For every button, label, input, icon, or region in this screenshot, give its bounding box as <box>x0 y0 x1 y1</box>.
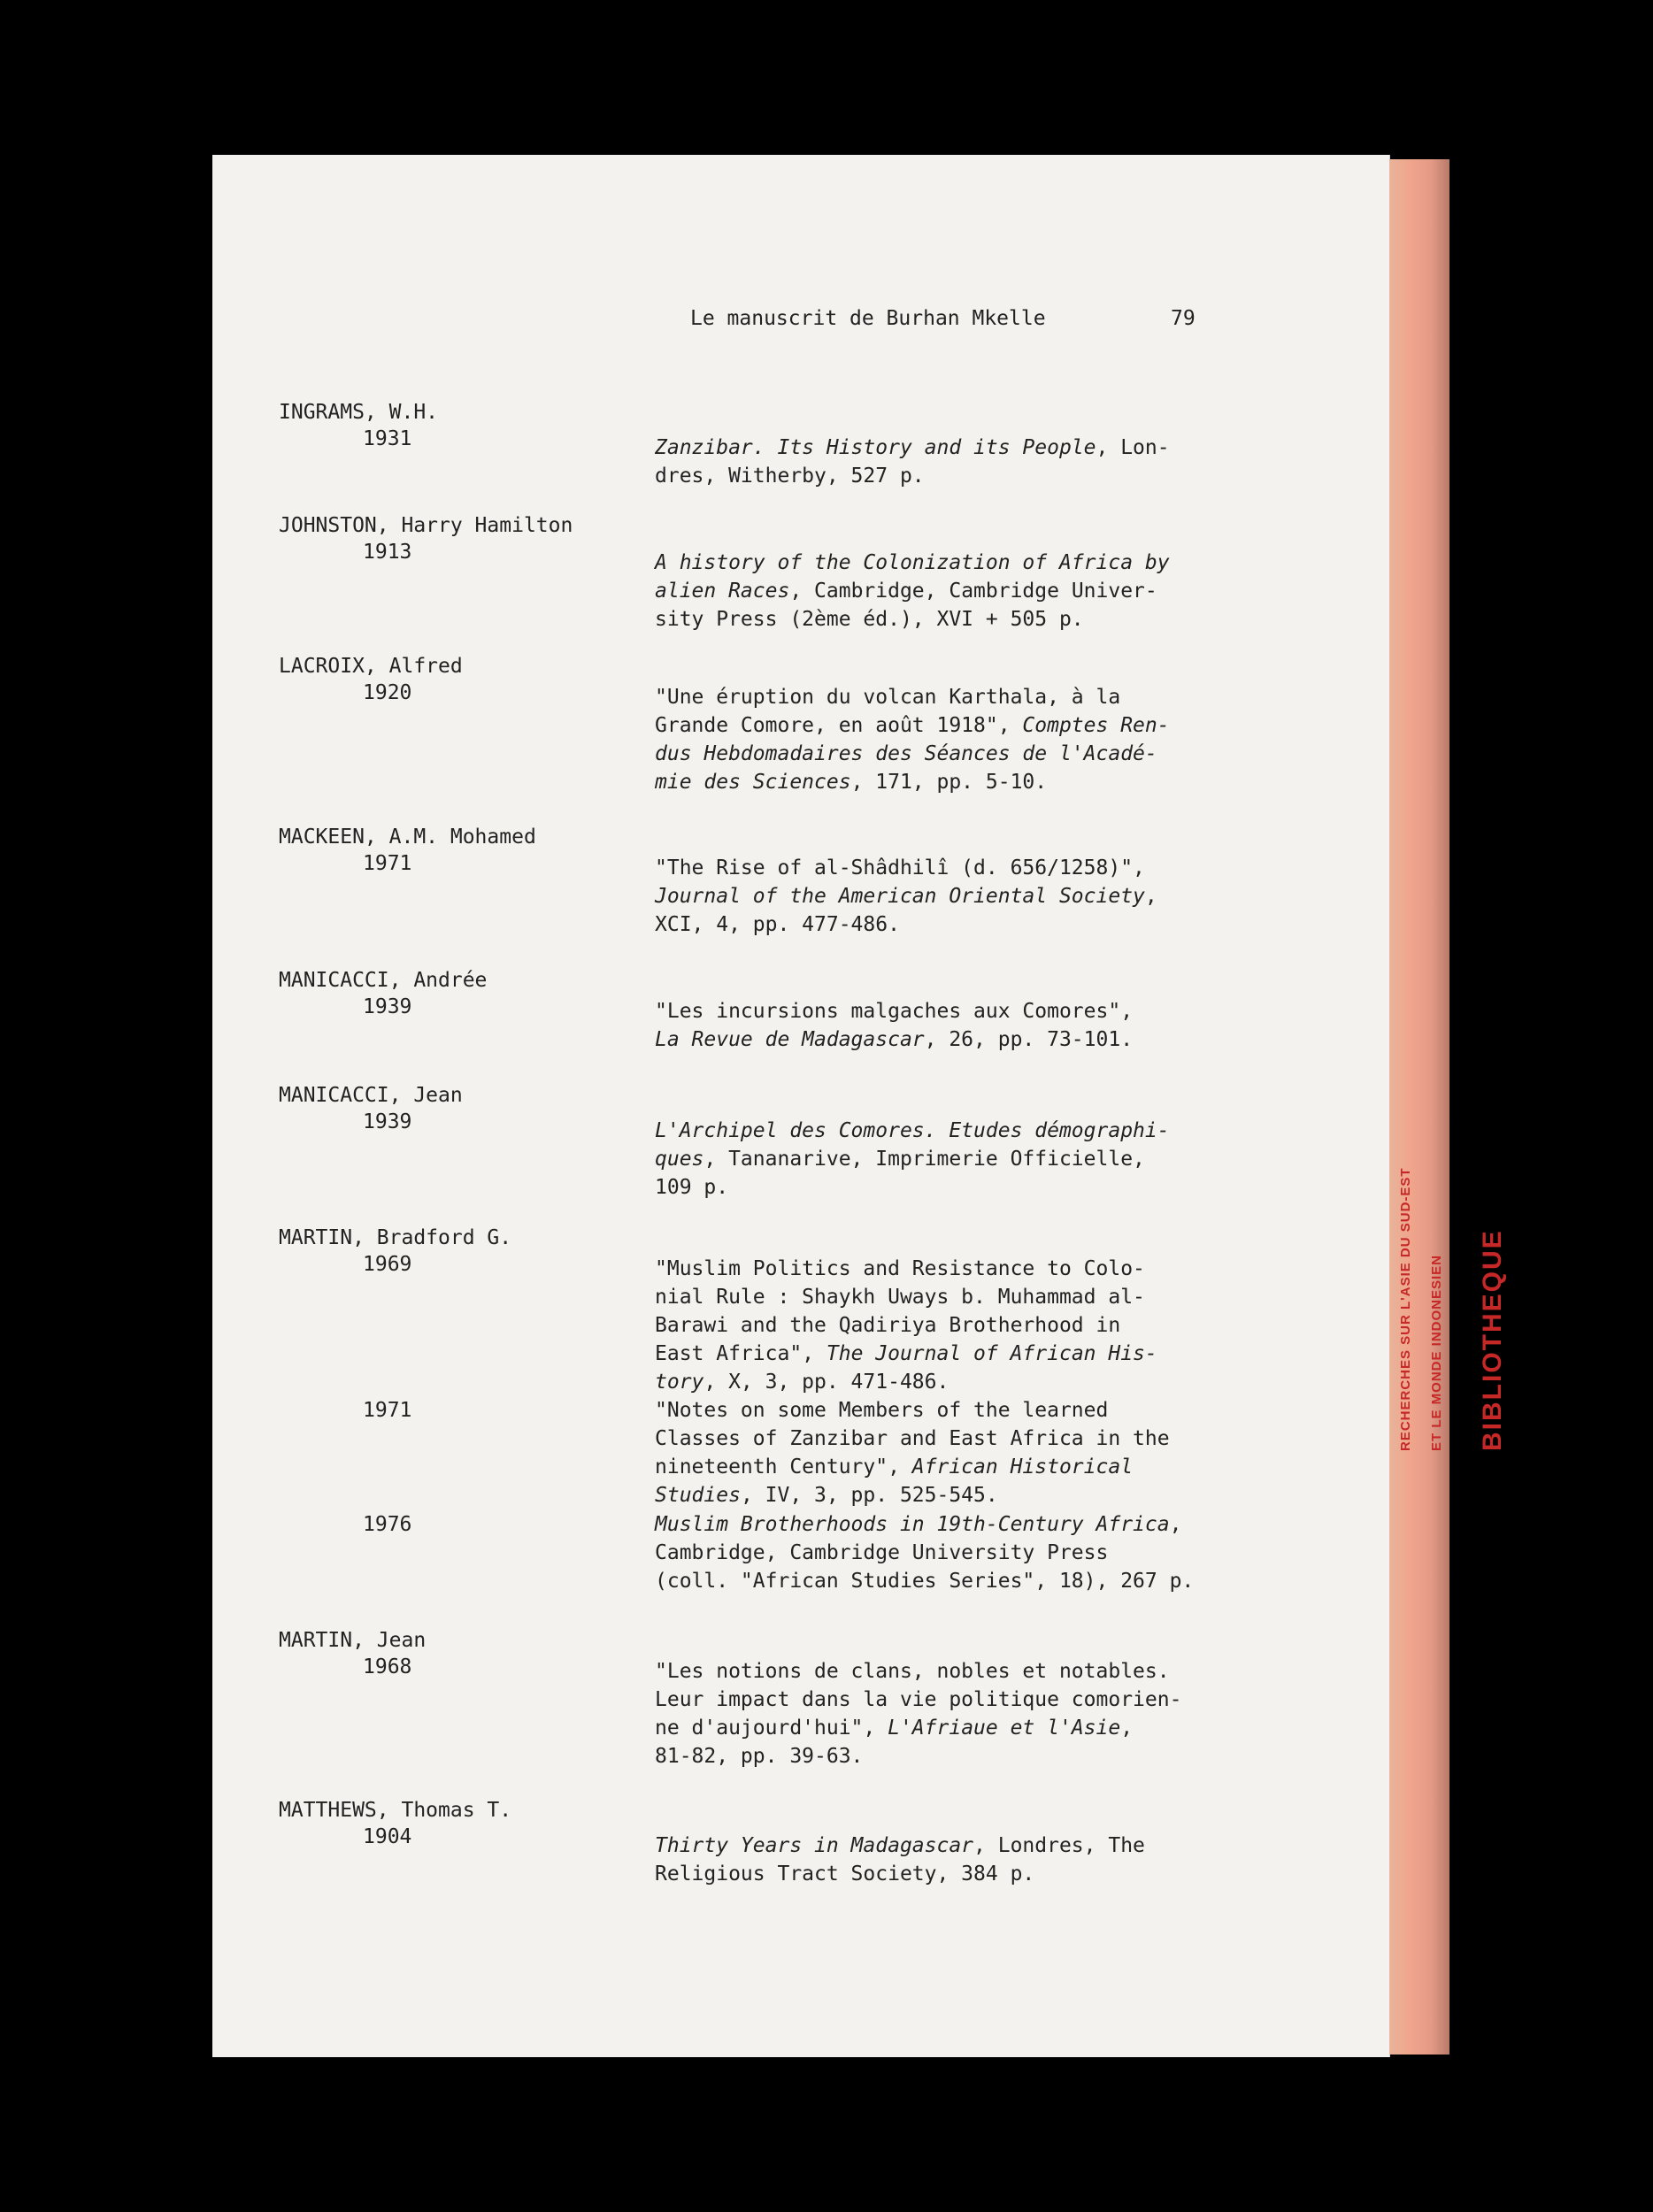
citation-text <box>655 1396 1257 1509</box>
running-head: Le manuscrit de Burhan Mkelle <box>690 307 1046 330</box>
citation-line <box>655 1481 1257 1509</box>
author-name: LACROIX, Alfred <box>279 655 463 678</box>
citation-text <box>655 1255 1257 1396</box>
text-segment: , <box>1169 1513 1182 1536</box>
text-segment: , IV, 3, pp. 525-545. <box>740 1484 998 1507</box>
text-segment: nial Rule : Shaykh Uways b. Muhammad al- <box>655 1286 1145 1309</box>
text-segment: , <box>1144 885 1157 908</box>
text-segment: , <box>1120 1717 1134 1740</box>
text-segment: sity Press (2ème éd.), XVI + 505 p. <box>655 608 1084 631</box>
citation-text <box>655 549 1257 634</box>
library-stamp <box>1398 885 1507 1451</box>
title-segment: tory <box>655 1371 704 1394</box>
publication-year: 1920 <box>363 681 412 704</box>
citation-line <box>655 434 1257 462</box>
citation-line <box>655 854 1257 882</box>
title-segment: ques <box>655 1148 704 1171</box>
citation-text <box>655 1657 1257 1770</box>
citation-line <box>655 882 1257 910</box>
text-segment: Barawi and the Qadiriya Brotherhood in <box>655 1314 1121 1337</box>
citation-line <box>655 1368 1257 1396</box>
citation-text <box>655 434 1257 490</box>
author-name: INGRAMS, W.H. <box>279 401 439 424</box>
citation-line <box>655 1283 1257 1311</box>
citation-line <box>655 1510 1257 1539</box>
author-name: MANICACCI, Andrée <box>279 969 488 992</box>
citation-line <box>655 1742 1257 1770</box>
stamp-line-1: RECHERCHES SUR L'ASIE DU SUD-EST <box>1398 1167 1413 1451</box>
text-segment: 81-82, pp. 39-63. <box>655 1745 864 1768</box>
citation-line <box>655 605 1257 634</box>
citation-line <box>655 683 1257 711</box>
citation-line <box>655 1117 1257 1145</box>
title-segment: L'Archipel des Comores. Etudes démographi- <box>655 1119 1170 1142</box>
text-segment: "Muslim Politics and Resistance to Colo- <box>655 1257 1145 1280</box>
title-segment: A history of the Colonization of Africa by <box>655 551 1170 574</box>
title-segment: L'Afriaue et l'Asie <box>888 1717 1121 1740</box>
citation-line <box>655 462 1257 490</box>
citation-line <box>655 1340 1257 1368</box>
text-segment: , Lon- <box>1096 436 1170 459</box>
publication-year: 1971 <box>363 1399 412 1422</box>
title-segment: La Revue de Madagascar <box>655 1028 925 1051</box>
publication-year: 1968 <box>363 1655 412 1678</box>
text-segment: , 26, pp. 73-101. <box>924 1028 1134 1051</box>
citation-line <box>655 1173 1257 1202</box>
citation-line <box>655 1860 1257 1888</box>
text-segment: , Tananarive, Imprimerie Officielle, <box>703 1148 1145 1171</box>
text-segment: (coll. "African Studies Series", 18), 267 p. <box>655 1570 1195 1593</box>
text-segment: , Londres, The <box>973 1834 1145 1857</box>
citation-line <box>655 1714 1257 1742</box>
text-segment: "Les notions de clans, nobles et notables. <box>655 1660 1170 1683</box>
title-segment: Zanzibar. Its History and its People <box>655 436 1096 459</box>
text-segment: , X, 3, pp. 471-486. <box>703 1371 950 1394</box>
citation-line <box>655 997 1257 1025</box>
text-segment: "Les incursions malgaches aux Comores", <box>655 1000 1134 1023</box>
title-segment: Thirty Years in Madagascar <box>655 1834 974 1857</box>
author-name: MANICACCI, Jean <box>279 1084 463 1107</box>
citation-line <box>655 1425 1257 1453</box>
title-segment: Studies <box>655 1484 741 1507</box>
text-segment: Grande Comore, en août 1918", <box>655 714 1023 737</box>
author-name: MARTIN, Jean <box>279 1629 427 1652</box>
author-name: JOHNSTON, Harry Hamilton <box>279 514 573 537</box>
citation-line <box>655 1567 1257 1595</box>
text-segment: "Notes on some Members of the learned <box>655 1399 1109 1422</box>
text-segment: "The Rise of al-Shâdhilî (d. 656/1258)", <box>655 856 1145 879</box>
citation-line <box>655 711 1257 740</box>
citation-line <box>655 768 1257 796</box>
publication-year: 1931 <box>363 427 412 450</box>
text-segment: , 171, pp. 5-10. <box>850 771 1048 794</box>
citation-text <box>655 854 1257 939</box>
citation-line <box>655 1453 1257 1481</box>
title-segment: Comptes Ren- <box>1022 714 1170 737</box>
citation-line <box>655 740 1257 768</box>
citation-line <box>655 1657 1257 1686</box>
title-segment: Muslim Brotherhoods in 19th-Century Africa <box>655 1513 1170 1536</box>
citation-text <box>655 683 1257 796</box>
text-segment: "Une éruption du volcan Karthala, à la <box>655 686 1121 709</box>
text-segment: dres, Witherby, 527 p. <box>655 465 925 488</box>
citation-text <box>655 1832 1257 1888</box>
citation-line <box>655 1396 1257 1425</box>
publication-year: 1969 <box>363 1253 412 1276</box>
citation-line <box>655 1686 1257 1714</box>
title-segment: alien Races <box>655 580 790 603</box>
citation-line <box>655 910 1257 939</box>
title-segment: mie des Sciences <box>655 771 851 794</box>
citation-text <box>655 1117 1257 1202</box>
text-segment: Religious Tract Society, 384 p. <box>655 1863 1035 1886</box>
author-name: MARTIN, Bradford G. <box>279 1226 512 1249</box>
citation-text <box>655 1510 1257 1595</box>
author-name: MACKEEN, A.M. Mohamed <box>279 826 536 849</box>
citation-line <box>655 1145 1257 1173</box>
text-segment: XCI, 4, pp. 477-486. <box>655 913 900 936</box>
text-segment: Leur impact dans la vie politique comorien- <box>655 1688 1182 1711</box>
author-name: MATTHEWS, Thomas T. <box>279 1799 512 1822</box>
text-segment: 109 p. <box>655 1176 729 1199</box>
citation-line <box>655 1832 1257 1860</box>
publication-year: 1976 <box>363 1513 412 1536</box>
citation-line <box>655 1025 1257 1054</box>
title-segment: The Journal of African His- <box>826 1342 1157 1365</box>
publication-year: 1904 <box>363 1825 412 1848</box>
stamp-line-3: BIBLIOTHEQUE <box>1478 1229 1507 1451</box>
publication-year: 1913 <box>363 541 412 564</box>
text-segment: , Cambridge, Cambridge Univer- <box>789 580 1157 603</box>
citation-line <box>655 1255 1257 1283</box>
text-segment: nineteenth Century", <box>655 1455 912 1479</box>
text-segment: Cambridge, Cambridge University Press <box>655 1541 1109 1564</box>
page-number: 79 <box>1171 307 1196 330</box>
title-segment: Journal of the American Oriental Society <box>655 885 1145 908</box>
stamp-line-2: ET LE MONDE INDONESIEN <box>1429 1254 1444 1451</box>
text-segment: ne d'aujourd'hui", <box>655 1717 888 1740</box>
citation-text <box>655 997 1257 1054</box>
text-segment: Classes of Zanzibar and East Africa in the <box>655 1427 1170 1450</box>
title-segment: African Historical <box>911 1455 1134 1479</box>
publication-year: 1971 <box>363 852 412 875</box>
citation-line <box>655 549 1257 577</box>
citation-line <box>655 577 1257 605</box>
publication-year: 1939 <box>363 995 412 1018</box>
text-segment: East Africa", <box>655 1342 826 1365</box>
citation-line <box>655 1539 1257 1567</box>
publication-year: 1939 <box>363 1110 412 1133</box>
citation-line <box>655 1311 1257 1340</box>
title-segment: dus Hebdomadaires des Séances de l'Acadé- <box>655 742 1157 765</box>
